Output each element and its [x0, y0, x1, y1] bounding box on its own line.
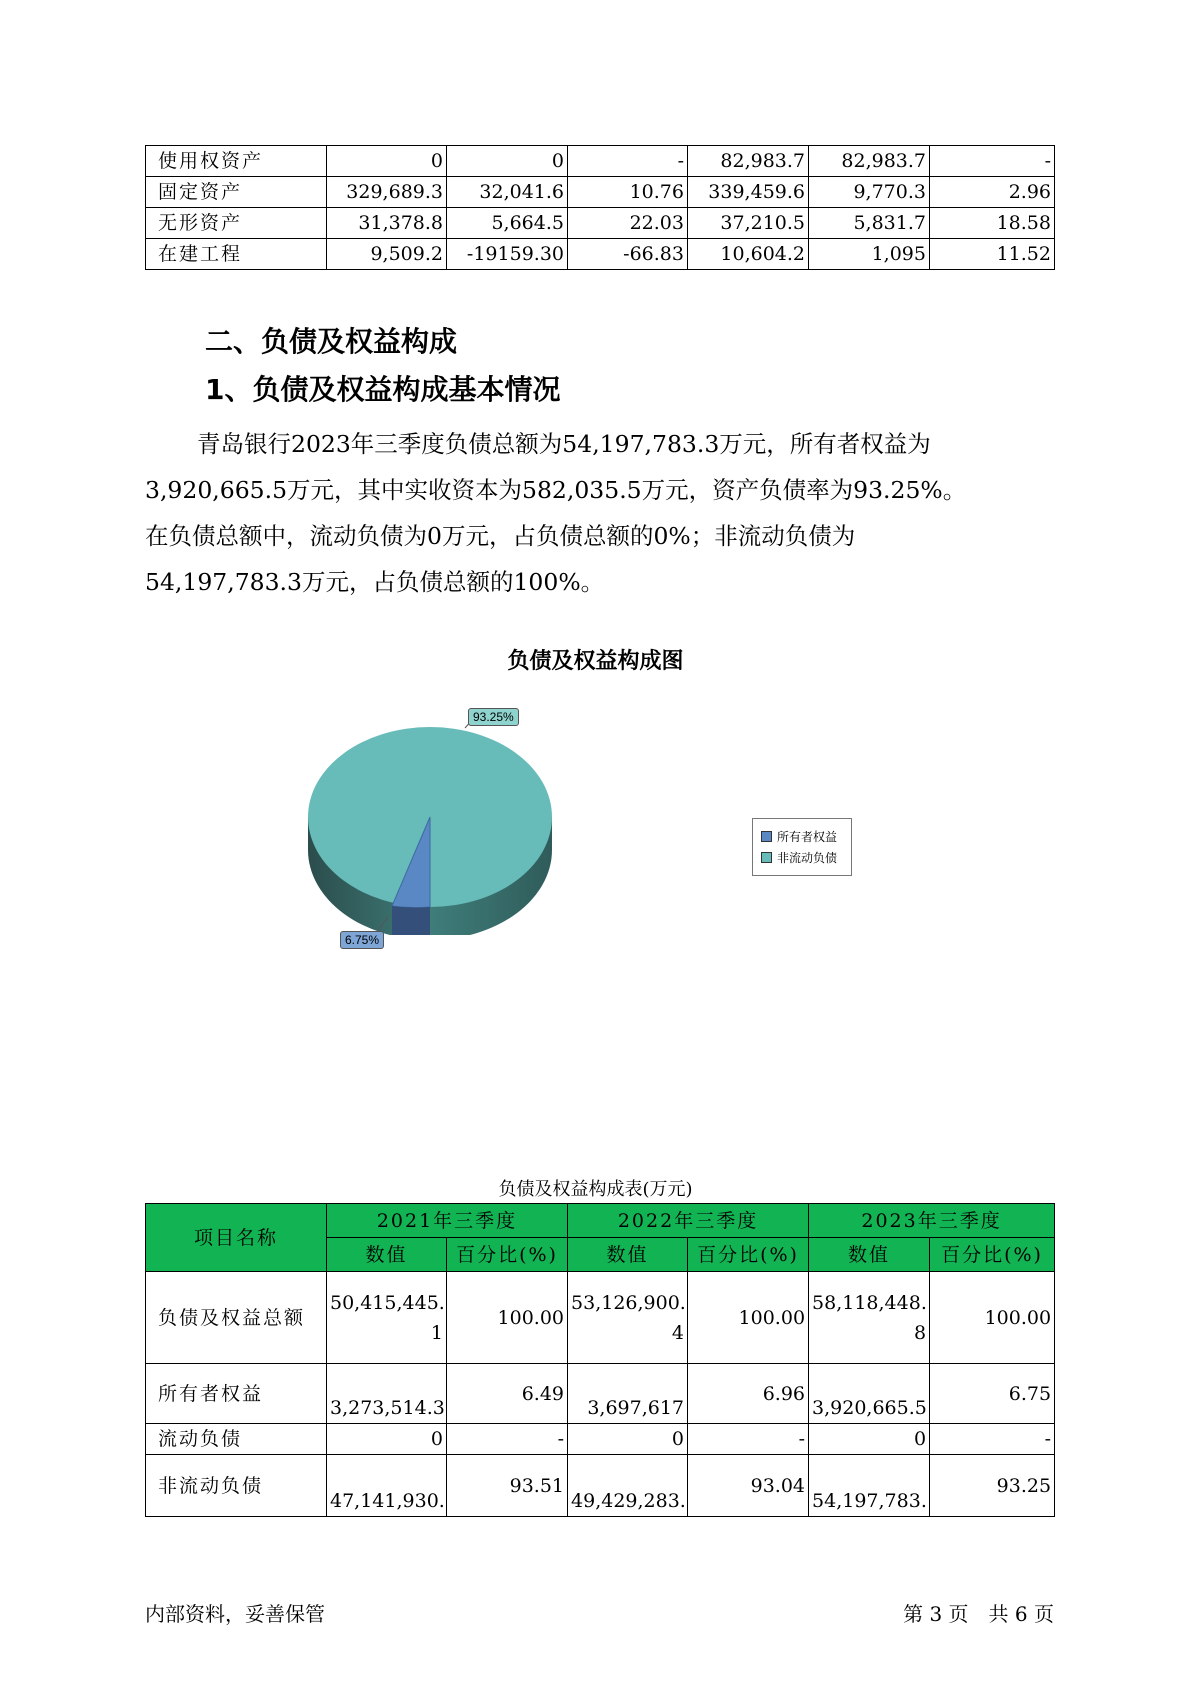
- cell-text: 53,126,900.: [571, 1291, 686, 1314]
- table-cell: 9,509.2: [327, 239, 447, 270]
- legend-item-liabilities: [761, 849, 837, 866]
- liability-equity-table: [145, 1203, 1055, 1517]
- cell-text: 6.49: [521, 1382, 565, 1405]
- table-cell: -66.83: [568, 239, 688, 270]
- header-value: 数值: [809, 1238, 930, 1272]
- cell-text: 100.00: [984, 1306, 1052, 1329]
- cell-text: 93.51: [509, 1474, 565, 1497]
- cell-text: -: [798, 1428, 806, 1450]
- pie-chart: [290, 695, 570, 935]
- cell-text: 3,920,665.5: [812, 1397, 927, 1419]
- percent-cell: [447, 1424, 568, 1455]
- percent-cell: [447, 1455, 568, 1517]
- cell-text: 4: [671, 1321, 685, 1344]
- cell-text: 100.00: [497, 1306, 565, 1329]
- row-label: 在建工程: [146, 239, 327, 270]
- data-label-liabilities: 93.25%: [468, 708, 519, 726]
- table-cell: 22.03: [568, 208, 688, 239]
- table-cell: 37,210.5: [688, 208, 809, 239]
- table-cell: 329,689.3: [327, 177, 447, 208]
- paragraph-line: 3,920,665.5万元，其中实收资本为582,035.5万元，资产负债率为93.25%。: [145, 476, 967, 504]
- legend-label: 所有者权益: [777, 830, 838, 844]
- cell-text: 8: [913, 1321, 927, 1344]
- table-cell: 82,983.7: [688, 146, 809, 177]
- cell-text: 6.96: [762, 1382, 806, 1405]
- percent-cell: [930, 1455, 1055, 1517]
- table-row: [146, 239, 1055, 270]
- percent-cell: [688, 1364, 809, 1424]
- table-row: [146, 177, 1055, 208]
- cell-text: 0: [913, 1428, 927, 1450]
- table-cell: 0: [447, 146, 568, 177]
- value-cell: [327, 1424, 447, 1455]
- table-cell: 0: [327, 146, 447, 177]
- table-cell: 31,378.8: [327, 208, 447, 239]
- value-cell: [327, 1272, 447, 1364]
- table-cell: 339,459.6: [688, 177, 809, 208]
- header-percent: 百分比(%): [930, 1238, 1055, 1272]
- value-cell: [568, 1455, 688, 1517]
- cell-text: 47,141,930.: [330, 1490, 445, 1512]
- table-cell: 32,041.6: [447, 177, 568, 208]
- paragraph-line: 在负债总额中，流动负债为0万元，占负债总额的0%；非流动负债为: [145, 522, 856, 550]
- percent-cell: [930, 1364, 1055, 1424]
- percent-cell: [447, 1364, 568, 1424]
- header-percent: 百分比(%): [688, 1238, 809, 1272]
- cell-text: 0: [430, 1428, 443, 1450]
- table-cell: 9,770.3: [809, 177, 930, 208]
- legend-item-equity: [761, 828, 837, 845]
- percent-cell: [688, 1455, 809, 1517]
- cell-text: 6.75: [1008, 1382, 1052, 1405]
- table-row: [146, 1364, 1055, 1424]
- table-caption: 负债及权益构成表(万元): [498, 1179, 693, 1200]
- value-cell: [809, 1364, 930, 1424]
- value-cell: [327, 1455, 447, 1517]
- chart-title: 负债及权益构成图: [507, 649, 684, 674]
- value-cell: [568, 1272, 688, 1364]
- header-value: 数值: [327, 1238, 447, 1272]
- table-cell: 5,664.5: [447, 208, 568, 239]
- table-cell: -: [930, 146, 1055, 177]
- cell-text: 1: [430, 1321, 443, 1344]
- percent-cell: [688, 1424, 809, 1455]
- table-cell: 82,983.7: [809, 146, 930, 177]
- cell-text: 58,118,448.: [812, 1291, 927, 1314]
- percent-cell: [930, 1424, 1055, 1455]
- cell-text: 0: [671, 1428, 685, 1450]
- cell-text: -: [1044, 1428, 1052, 1450]
- data-label-equity: 6.75%: [340, 931, 384, 949]
- cell-text: 49,429,283.: [571, 1490, 686, 1512]
- row-label: 固定资产: [146, 177, 327, 208]
- pie-slice-equity-side: [392, 906, 430, 935]
- cell-text: 100.00: [738, 1306, 806, 1329]
- section-heading: 二、负债及权益构成: [205, 325, 458, 358]
- header-year: 2022年三季度: [568, 1204, 809, 1238]
- legend-swatch: [761, 831, 772, 842]
- table-cell: 10.76: [568, 177, 688, 208]
- row-label: 流动负债: [146, 1424, 327, 1455]
- table-row: [146, 208, 1055, 239]
- value-cell: [568, 1424, 688, 1455]
- table-row: [146, 1455, 1055, 1517]
- footer-page-number: 第 3 页 共 6 页: [903, 1602, 1054, 1626]
- table-row: [146, 146, 1055, 177]
- cell-text: 93.04: [750, 1474, 806, 1497]
- percent-cell: [930, 1272, 1055, 1364]
- header-value: 数值: [568, 1238, 688, 1272]
- cell-text: 54,197,783.: [812, 1490, 927, 1512]
- row-label: 负债及权益总额: [146, 1272, 327, 1364]
- table-cell: 2.96: [930, 177, 1055, 208]
- cell-text: 3,273,514.3: [330, 1397, 445, 1419]
- value-cell: [809, 1455, 930, 1517]
- cell-text: 93.25: [996, 1474, 1052, 1497]
- summary-paragraph: [145, 421, 1065, 605]
- table-cell: -: [568, 146, 688, 177]
- header-year: 2021年三季度: [327, 1204, 568, 1238]
- table-cell: 10,604.2: [688, 239, 809, 270]
- percent-cell: [688, 1272, 809, 1364]
- header-year: 2023年三季度: [809, 1204, 1055, 1238]
- table-row: [146, 1424, 1055, 1455]
- legend-label: 非流动负债: [777, 851, 838, 865]
- header-percent: 百分比(%): [447, 1238, 568, 1272]
- chart-legend: [752, 818, 852, 876]
- percent-cell: [447, 1272, 568, 1364]
- legend-swatch: [761, 852, 772, 863]
- paragraph-line: 青岛银行2023年三季度负债总额为54,197,783.3万元，所有者权益为: [197, 430, 931, 458]
- cell-text: 3,697,617: [587, 1397, 685, 1419]
- value-cell: [809, 1272, 930, 1364]
- row-label: 所有者权益: [146, 1364, 327, 1424]
- footer-confidential: 内部资料，妥善保管: [145, 1602, 325, 1626]
- table-cell: -19159.30: [447, 239, 568, 270]
- asset-table: [145, 145, 1055, 270]
- header-item-name: 项目名称: [146, 1204, 327, 1272]
- cell-text: 50,415,445.: [330, 1291, 445, 1314]
- table-cell: 18.58: [930, 208, 1055, 239]
- row-label: 无形资产: [146, 208, 327, 239]
- cell-text: -: [557, 1428, 565, 1450]
- table-cell: 11.52: [930, 239, 1055, 270]
- table-cell: 1,095: [809, 239, 930, 270]
- value-cell: [809, 1424, 930, 1455]
- section-subheading: 1、负债及权益构成基本情况: [205, 373, 561, 406]
- row-label: 使用权资产: [146, 146, 327, 177]
- value-cell: [327, 1364, 447, 1424]
- row-label: 非流动负债: [146, 1455, 327, 1517]
- table-row: [146, 1272, 1055, 1364]
- paragraph-line: 54,197,783.3万元，占负债总额的100%。: [145, 568, 605, 596]
- table-cell: 5,831.7: [809, 208, 930, 239]
- value-cell: [568, 1364, 688, 1424]
